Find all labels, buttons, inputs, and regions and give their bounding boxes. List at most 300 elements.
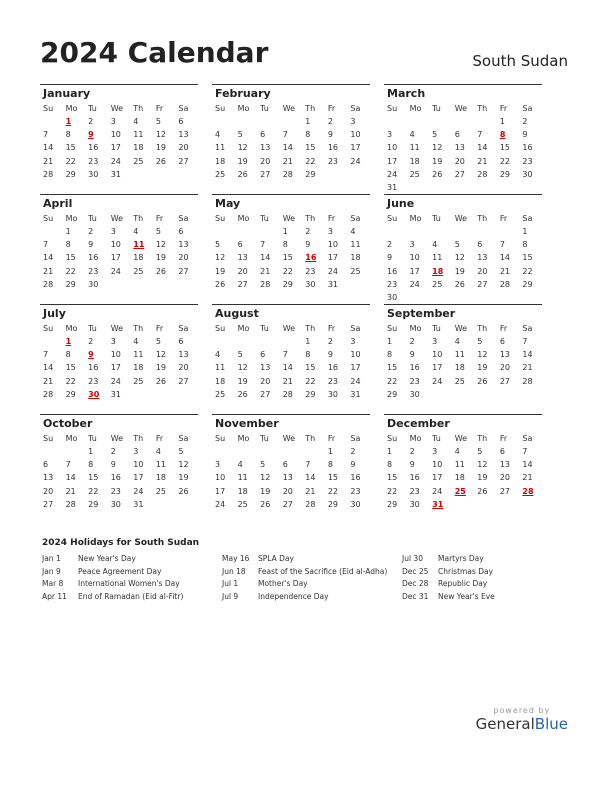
day-cell: 25 [237, 499, 248, 509]
day-cell: 24 [110, 266, 121, 276]
day-cell: 6 [260, 130, 266, 140]
week-row [384, 265, 542, 278]
day-cell: 10 [350, 130, 361, 140]
day-cell: 15 [305, 363, 316, 373]
week-row [40, 265, 198, 278]
day-cell: 28 [260, 279, 271, 289]
weekday-header: Su [387, 433, 398, 443]
day-cell: 17 [215, 486, 226, 496]
day-cell: 16 [88, 143, 99, 153]
day-cell [452, 181, 475, 194]
day-cell [212, 335, 235, 348]
weekday-header: Mo [409, 103, 422, 113]
day-cell: 7 [522, 447, 528, 457]
day-cell [40, 445, 63, 458]
day-cell: 7 [43, 350, 49, 360]
weekday-header: Sa [522, 213, 533, 223]
day-cell: 4 [409, 130, 415, 140]
day-cell [497, 225, 520, 238]
weekday-header: Th [477, 433, 488, 443]
day-cell: 8 [327, 460, 333, 470]
day-cell: 14 [305, 473, 316, 483]
month-october [40, 414, 198, 524]
holiday-date: Jan 1 [42, 554, 61, 563]
day-cell: 20 [454, 156, 465, 166]
weekday-header: Sa [350, 103, 361, 113]
month-name: January [43, 87, 91, 100]
day-cell [452, 291, 475, 304]
day-cell [452, 225, 475, 238]
day-cell: 14 [65, 473, 76, 483]
day-cell: 8 [65, 130, 71, 140]
day-cell: 4 [454, 337, 460, 347]
day-cell: 15 [387, 363, 398, 373]
weekday-header: We [454, 433, 468, 443]
weekday-header: We [110, 323, 124, 333]
day-cell: 22 [305, 156, 316, 166]
day-cell: 2 [88, 227, 94, 237]
month-may [212, 194, 370, 304]
day-cell: 24 [409, 279, 420, 289]
month-table [212, 431, 370, 511]
holiday-item [222, 567, 402, 580]
day-cell: 13 [260, 143, 271, 153]
weekday-header: Fr [327, 323, 336, 333]
day-cell: 18 [133, 253, 144, 263]
day-cell: 23 [88, 376, 99, 386]
holiday-item [42, 579, 222, 592]
day-cell: 19 [178, 473, 189, 483]
day-cell: 27 [260, 169, 271, 179]
holiday-item [222, 592, 402, 605]
weekday-header: We [282, 213, 296, 223]
weekday-header: Sa [522, 433, 533, 443]
day-cell: 11 [215, 363, 226, 373]
powered-by-text: powered by [493, 706, 551, 715]
day-cell [257, 115, 280, 128]
weekday-header: Fr [327, 103, 336, 113]
week-row [384, 335, 542, 348]
holiday-day-cell: 8 [499, 130, 506, 140]
day-cell: 9 [88, 240, 94, 250]
day-cell: 12 [178, 460, 189, 470]
day-cell [235, 115, 258, 128]
day-cell: 27 [499, 376, 510, 386]
day-cell: 27 [178, 266, 189, 276]
day-cell: 3 [110, 117, 116, 127]
day-cell: 8 [387, 460, 393, 470]
weekday-header: We [282, 103, 296, 113]
holiday-day-cell: 1 [65, 337, 72, 347]
day-cell: 18 [133, 143, 144, 153]
week-row [384, 485, 542, 498]
day-cell: 24 [327, 266, 338, 276]
day-cell [429, 388, 452, 401]
weekday-header: Sa [350, 433, 361, 443]
week-row [212, 445, 370, 458]
day-cell: 1 [65, 227, 71, 237]
day-cell: 26 [155, 266, 166, 276]
month-row [40, 304, 574, 414]
day-cell: 25 [133, 376, 144, 386]
day-cell: 26 [477, 486, 488, 496]
month-table [384, 211, 542, 304]
weekday-header: Su [387, 323, 398, 333]
day-cell: 3 [110, 337, 116, 347]
holiday-item [42, 592, 222, 605]
day-cell: 29 [387, 389, 398, 399]
week-row [212, 361, 370, 374]
day-cell: 15 [88, 473, 99, 483]
day-cell: 21 [282, 156, 293, 166]
day-cell: 2 [522, 117, 528, 127]
day-cell: 22 [65, 156, 76, 166]
weekday-header: Su [387, 213, 398, 223]
weekday-header: Fr [499, 103, 508, 113]
holiday-day-cell: 9 [88, 130, 94, 140]
day-cell: 24 [432, 376, 443, 386]
day-cell [175, 388, 198, 401]
day-cell [40, 335, 63, 348]
week-row [384, 155, 542, 168]
day-cell: 12 [155, 130, 166, 140]
day-cell: 21 [43, 156, 54, 166]
holiday-item [222, 554, 402, 567]
day-cell: 15 [282, 253, 293, 263]
day-cell: 31 [110, 169, 121, 179]
day-cell: 19 [155, 363, 166, 373]
day-cell [429, 115, 452, 128]
day-cell: 28 [305, 499, 316, 509]
holiday-item [42, 554, 222, 567]
month-table [384, 321, 542, 401]
day-cell: 14 [522, 350, 533, 360]
day-cell: 9 [110, 460, 116, 470]
day-cell: 13 [43, 473, 54, 483]
week-row [40, 168, 198, 181]
day-cell: 27 [178, 376, 189, 386]
day-cell: 31 [350, 389, 361, 399]
weekday-header: Sa [522, 103, 533, 113]
week-row [40, 445, 198, 458]
day-cell: 7 [65, 460, 71, 470]
day-cell: 23 [350, 486, 361, 496]
day-cell: 20 [477, 266, 488, 276]
day-cell: 10 [327, 240, 338, 250]
week-row [40, 155, 198, 168]
day-cell: 13 [499, 350, 510, 360]
day-cell [175, 168, 198, 181]
day-cell [212, 115, 235, 128]
day-cell: 12 [432, 143, 443, 153]
weekday-header: Su [387, 103, 398, 113]
week-row [212, 265, 370, 278]
day-cell: 17 [110, 253, 121, 263]
week-row [212, 251, 370, 264]
day-cell: 25 [454, 376, 465, 386]
day-cell: 16 [387, 266, 398, 276]
day-cell: 19 [155, 253, 166, 263]
day-cell: 20 [178, 253, 189, 263]
day-cell: 21 [43, 376, 54, 386]
holiday-column [42, 554, 222, 604]
weekday-header: Tu [260, 103, 269, 113]
day-cell: 28 [499, 279, 510, 289]
day-cell: 10 [387, 143, 398, 153]
holiday-date: May 16 [222, 554, 250, 563]
day-cell: 29 [522, 279, 533, 289]
week-row [212, 498, 370, 511]
day-cell: 24 [350, 376, 361, 386]
day-cell [153, 168, 176, 181]
day-cell: 24 [110, 156, 121, 166]
day-cell: 7 [305, 460, 311, 470]
calendar-grid [40, 84, 574, 524]
holiday-name: Peace Agreement Day [78, 566, 162, 576]
week-row [40, 485, 198, 498]
day-cell: 26 [432, 169, 443, 179]
day-cell: 15 [65, 253, 76, 263]
day-cell: 12 [454, 253, 465, 263]
day-cell: 19 [432, 156, 443, 166]
day-cell: 25 [350, 266, 361, 276]
day-cell: 9 [327, 130, 333, 140]
day-cell: 30 [350, 499, 361, 509]
day-cell: 12 [237, 363, 248, 373]
weekday-header: Fr [499, 213, 508, 223]
day-cell: 30 [522, 169, 533, 179]
day-cell: 24 [432, 486, 443, 496]
day-cell: 8 [282, 240, 288, 250]
day-cell: 26 [215, 279, 226, 289]
day-cell: 10 [110, 350, 121, 360]
day-cell: 12 [155, 350, 166, 360]
week-row [212, 155, 370, 168]
weekday-header: Sa [522, 323, 533, 333]
month-name: October [43, 417, 93, 430]
weekday-header: Tu [88, 103, 97, 113]
day-cell: 26 [477, 376, 488, 386]
day-cell [474, 498, 497, 511]
weekday-header: Mo [409, 213, 422, 223]
week-row [40, 498, 198, 511]
weekday-header: Sa [350, 213, 361, 223]
week-row [212, 115, 370, 128]
weekday-header: Th [477, 213, 488, 223]
day-cell: 5 [477, 337, 483, 347]
month-row [40, 194, 574, 304]
day-cell: 3 [409, 240, 415, 250]
weekday-header: We [282, 323, 296, 333]
holiday-name: New Year's Day [78, 554, 136, 563]
day-cell: 5 [454, 240, 460, 250]
day-cell: 22 [499, 156, 510, 166]
week-row [384, 361, 542, 374]
week-row [40, 251, 198, 264]
day-cell: 3 [350, 117, 356, 127]
week-row [384, 291, 542, 304]
day-cell: 17 [409, 266, 420, 276]
day-cell: 13 [260, 363, 271, 373]
weekday-header: Fr [499, 433, 508, 443]
day-cell: 5 [237, 350, 243, 360]
day-cell: 25 [432, 279, 443, 289]
holiday-name: End of Ramadan (Eid al-Fitr) [78, 591, 184, 601]
day-cell [407, 225, 430, 238]
day-cell: 19 [477, 473, 488, 483]
day-cell: 17 [350, 143, 361, 153]
weekday-header: Tu [88, 213, 97, 223]
day-cell: 7 [282, 350, 288, 360]
day-cell: 6 [260, 350, 266, 360]
day-cell [384, 115, 407, 128]
weekday-header: Mo [237, 213, 250, 223]
day-cell [257, 335, 280, 348]
day-cell: 30 [305, 279, 316, 289]
day-cell: 23 [409, 486, 420, 496]
day-cell: 2 [387, 240, 393, 250]
day-cell [302, 445, 325, 458]
day-cell: 31 [133, 499, 144, 509]
week-row [40, 458, 198, 471]
day-cell [280, 115, 303, 128]
day-cell: 21 [282, 376, 293, 386]
holiday-name: New Year's Eve [438, 591, 495, 601]
day-cell: 16 [327, 363, 338, 373]
holiday-date: Dec 28 [402, 579, 429, 588]
day-cell: 20 [499, 473, 510, 483]
month-january [40, 84, 198, 194]
day-cell: 7 [43, 240, 49, 250]
day-cell: 2 [88, 117, 94, 127]
day-cell: 20 [499, 363, 510, 373]
day-cell: 16 [350, 473, 361, 483]
week-row [384, 251, 542, 264]
weekday-header: Tu [432, 213, 441, 223]
day-cell: 18 [454, 473, 465, 483]
brand-general: General [475, 715, 535, 733]
week-row [40, 141, 198, 154]
day-cell [153, 388, 176, 401]
holiday-name: Christmas Day [438, 566, 494, 576]
day-cell [452, 388, 475, 401]
weekday-header: Th [133, 103, 144, 113]
day-cell: 2 [110, 447, 116, 457]
holiday-item [42, 567, 222, 580]
day-cell: 8 [387, 350, 393, 360]
day-cell [519, 291, 542, 304]
month-name: November [215, 417, 279, 430]
day-cell: 27 [499, 486, 510, 496]
holiday-item [222, 579, 402, 592]
weekday-header: Sa [178, 213, 189, 223]
week-row [212, 375, 370, 388]
day-cell: 21 [43, 266, 54, 276]
day-cell: 1 [305, 337, 311, 347]
weekday-header: Mo [409, 433, 422, 443]
day-cell: 30 [327, 389, 338, 399]
day-cell: 5 [432, 130, 438, 140]
day-cell: 22 [305, 376, 316, 386]
day-cell [474, 115, 497, 128]
day-cell: 31 [110, 389, 121, 399]
weekday-header: Mo [237, 103, 250, 113]
day-cell: 27 [454, 169, 465, 179]
day-cell: 6 [282, 460, 288, 470]
week-row [40, 128, 198, 141]
holiday-item [402, 579, 582, 592]
day-cell: 25 [409, 169, 420, 179]
month-table [40, 321, 198, 401]
week-row [212, 225, 370, 238]
day-cell: 27 [260, 389, 271, 399]
day-cell: 16 [409, 363, 420, 373]
day-cell: 2 [327, 117, 333, 127]
holiday-day-cell: 1 [65, 117, 72, 127]
day-cell: 7 [522, 337, 528, 347]
day-cell: 16 [522, 143, 533, 153]
day-cell: 22 [65, 266, 76, 276]
week-row [40, 361, 198, 374]
week-row [212, 141, 370, 154]
holiday-name: International Women's Day [78, 579, 180, 588]
day-cell: 2 [327, 337, 333, 347]
day-cell: 3 [110, 227, 116, 237]
day-cell: 19 [260, 486, 271, 496]
day-cell: 11 [133, 130, 144, 140]
day-cell: 14 [43, 363, 54, 373]
holiday-day-cell: 16 [305, 253, 317, 263]
day-cell: 8 [305, 130, 311, 140]
day-cell [130, 168, 153, 181]
day-cell: 7 [43, 130, 49, 140]
weekday-header: We [454, 103, 468, 113]
day-cell: 17 [110, 363, 121, 373]
day-cell: 12 [477, 460, 488, 470]
day-cell: 11 [454, 460, 465, 470]
day-cell: 15 [327, 473, 338, 483]
day-cell: 23 [327, 376, 338, 386]
holiday-name: Mother's Day [258, 579, 308, 588]
day-cell: 1 [522, 227, 528, 237]
day-cell: 5 [260, 460, 266, 470]
weekday-header: We [282, 433, 296, 443]
day-cell: 10 [350, 350, 361, 360]
holiday-item [402, 554, 582, 567]
week-row [212, 238, 370, 251]
day-cell: 30 [409, 389, 420, 399]
day-cell: 14 [43, 143, 54, 153]
day-cell: 18 [409, 156, 420, 166]
week-row [212, 471, 370, 484]
day-cell: 20 [282, 486, 293, 496]
day-cell: 14 [499, 253, 510, 263]
weekday-header: Tu [88, 433, 97, 443]
day-cell: 6 [454, 130, 460, 140]
day-cell: 4 [350, 227, 356, 237]
day-cell: 23 [522, 156, 533, 166]
day-cell: 2 [88, 337, 94, 347]
day-cell: 14 [43, 253, 54, 263]
weekday-header: Th [305, 103, 316, 113]
day-cell [235, 225, 258, 238]
week-row [384, 471, 542, 484]
day-cell: 22 [282, 266, 293, 276]
day-cell: 11 [454, 350, 465, 360]
week-row [384, 388, 542, 401]
weekday-header: Mo [409, 323, 422, 333]
weekday-header: Su [43, 433, 54, 443]
